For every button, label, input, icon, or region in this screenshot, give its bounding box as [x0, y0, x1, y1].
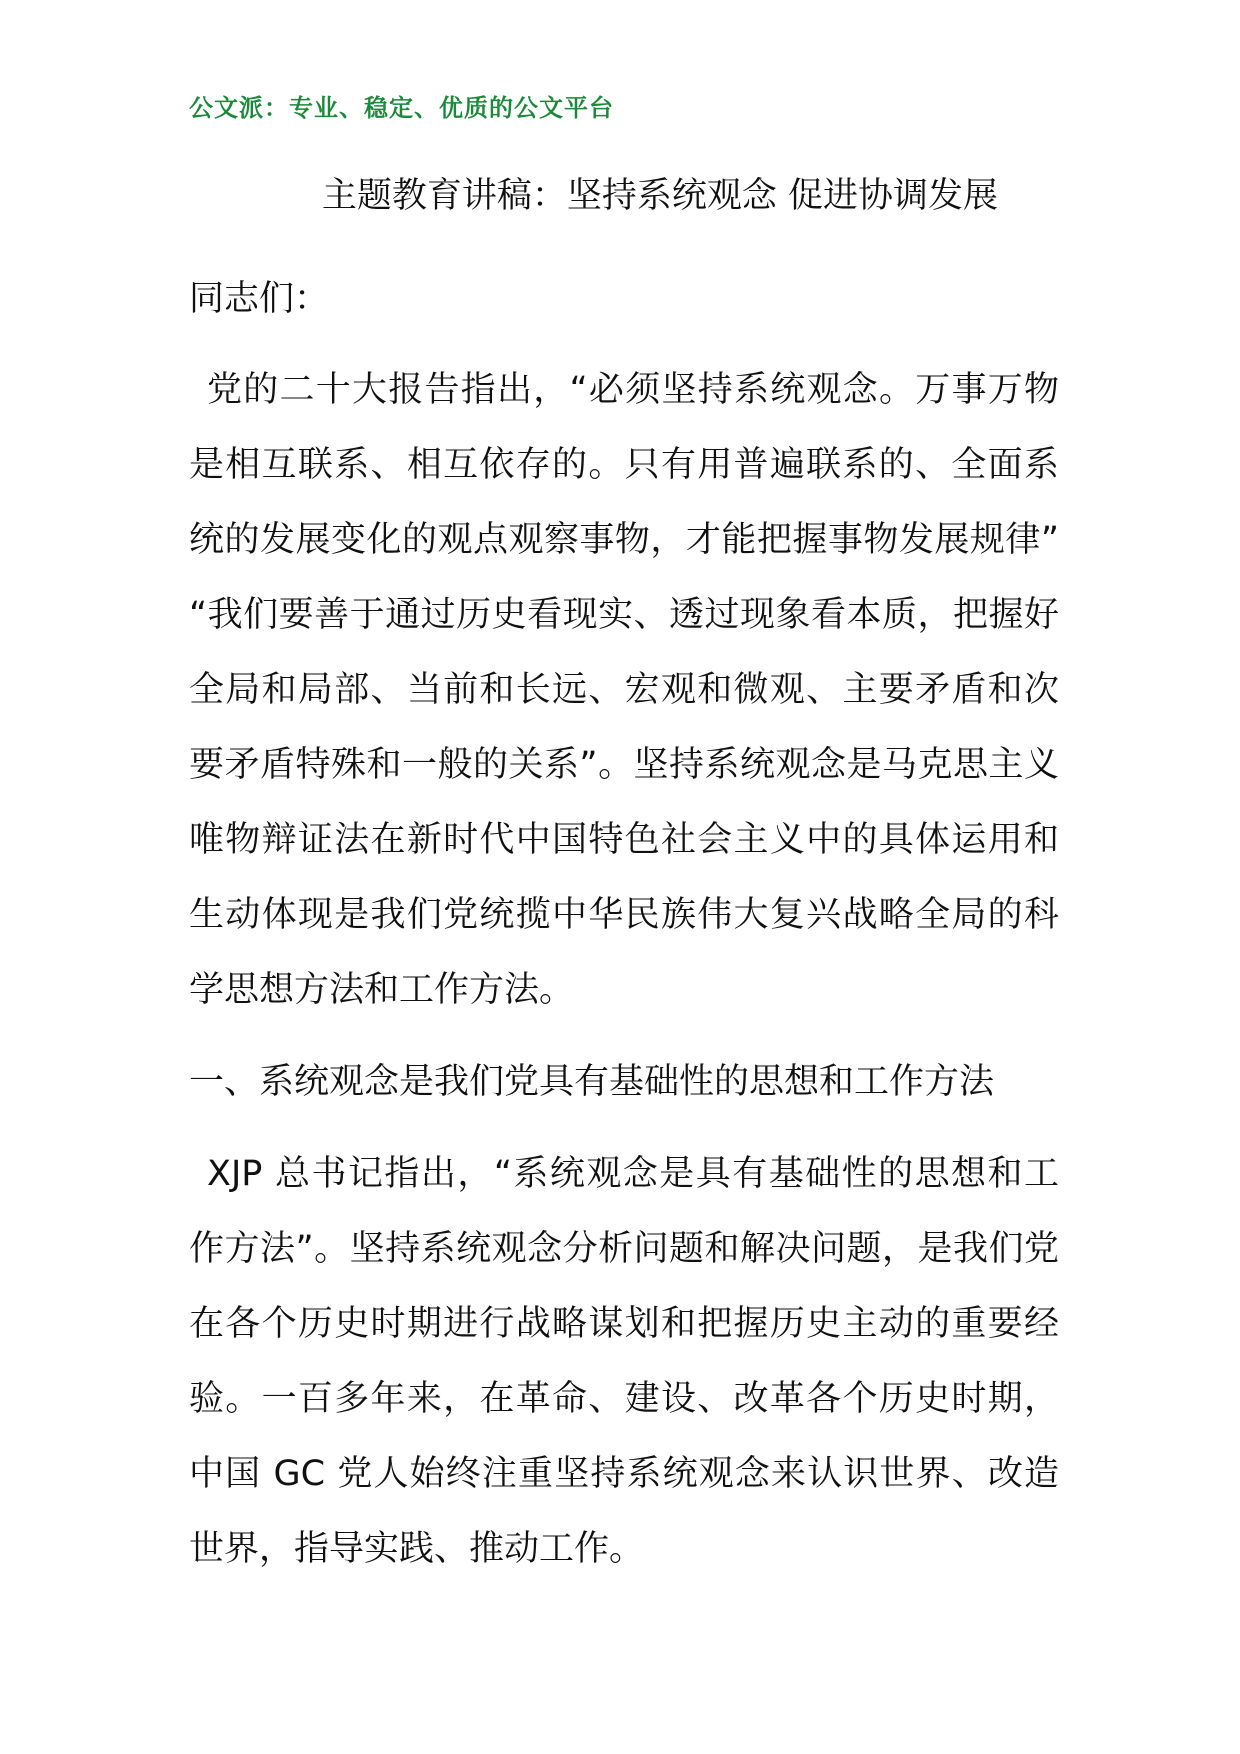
document-body — [189, 262, 1059, 1587]
document-title: 主题教育讲稿：坚持系统观念 促进协调发展 — [321, 176, 999, 216]
paragraph-section-1: XJP 总书记指出，“系统观念是具有基础性的思想和工作方法”。坚持系统观念分析问题和解决问题，是我们党在各个历史时期进行战略谋划和把握历史主动的重要经验。一百多年来，在革命、建设、改革各个历史时期，中国 GC 党人始终注重坚持系统观念来认识世界、改造世界，指导实践、推动工作。 — [189, 1154, 1059, 1569]
paragraph-intro: 党的二十大报告指出，“必须坚持系统观念。万事万物是相互联系、相互依存的。只有用普遍联系的、全面系统的发展变化的观点观察事物，才能把握事物发展规律” “我们要善于通过历史看现实、透过现象看本质，把握好全局和局部、当前和长远、宏观和微观、主要矛盾和次要矛盾特殊和一般的关系”。坚持系统观念是马克思主义唯物辩证法在新时代中国特色社会主义中的具体运用和生动体现是我们党统揽中华民族伟大复兴战略全局的科学思想方法和工作方法。 — [189, 370, 1059, 1010]
header-brand-text: 公文派：专业、稳定、优质的公文平台 — [189, 93, 614, 122]
section-heading-1: 一、系统观念是我们党具有基础性的思想和工作方法 — [189, 1062, 995, 1102]
salutation: 同志们： — [189, 279, 330, 319]
